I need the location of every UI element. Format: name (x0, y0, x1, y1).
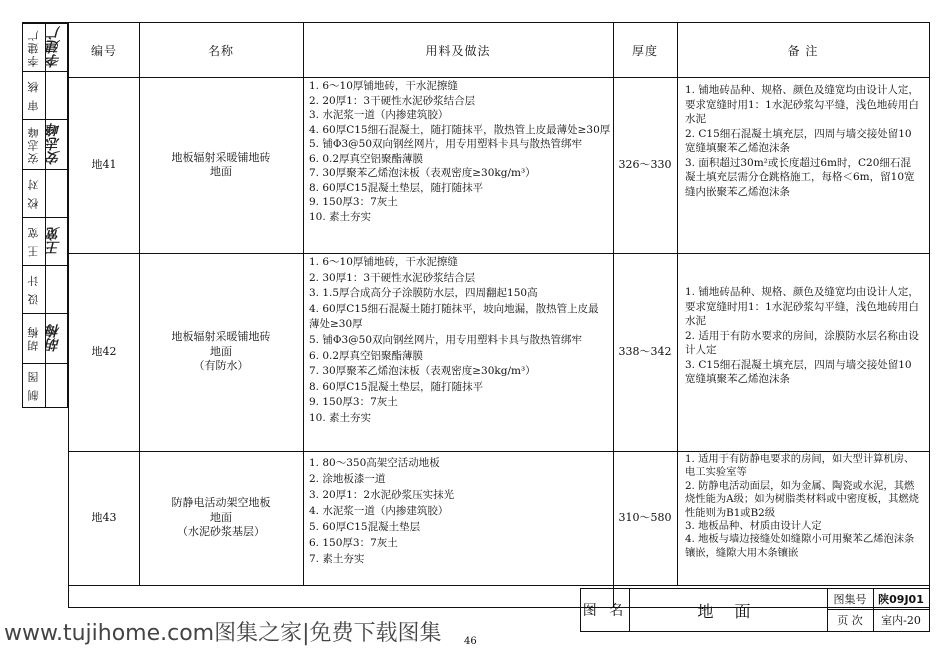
row-method (309, 79, 609, 251)
row-thickness: 310～580 (618, 510, 672, 524)
signoff-label: 李建广 (27, 28, 40, 67)
row-thickness: 326～330 (618, 157, 672, 171)
signoff-label: 设 计 (27, 273, 40, 306)
signoff-row (23, 23, 67, 71)
signature (43, 170, 65, 217)
sheet-number: 室内-20 (881, 614, 921, 627)
signature: 王宽 (46, 227, 62, 256)
row-name-line: （水泥砂浆基层） (177, 525, 265, 539)
method-step: 6. 150厚3：7灰土 (309, 537, 398, 549)
row-name-line: 地面 (210, 510, 232, 524)
signature: 安志峰 (46, 123, 62, 166)
remark-item: 3. 地板品种、材质由设计人定 (685, 520, 822, 533)
row-name-line: 防静电活动架空地板 (171, 496, 271, 510)
row-remarks (685, 83, 921, 251)
signoff-strip (22, 22, 68, 408)
signoff-label: 审 核 (27, 79, 40, 112)
remark-item: 1. 铺地砖品种、规格、颜色及缝宽均由设计人定，要求宽缝时用1：1水泥砂浆勾平缝，浅色地砖用白水泥 (685, 286, 919, 327)
signoff-label: 制 图 (27, 369, 40, 402)
signoff-row (23, 169, 67, 217)
method-step: 4. 60厚C15细石混凝土，随打随抹平，散热管上皮最薄处≥30厚 (309, 123, 611, 136)
signoff-label: 胡梅 (27, 325, 40, 352)
row-name (139, 77, 303, 253)
signoff-label: 安志峰 (27, 125, 40, 164)
signature (43, 364, 65, 407)
remark-item: 3. C15细石混凝土填充层，四周与墙交接处留10宽缝填聚苯乙烯泡沫条 (685, 358, 912, 385)
signature: 李建广 (46, 26, 62, 69)
method-step: 8. 60厚C15混凝土垫层，随打随抹平 (309, 181, 484, 194)
remark-item: 4. 地板与墙边接缝处如缝隙小可用聚苯乙烯泡沫条镶嵌，缝隙大用木条镶嵌 (685, 533, 915, 559)
method-step: 3. 20厚1：2水泥砂浆压实抹光 (309, 489, 455, 501)
atlas-number: 陕09J01 (878, 593, 924, 606)
method-step: 4. 60厚C15细石混凝土随打随抹平，坡向地漏，散热管上皮最 (309, 302, 599, 315)
method-step: 8. 60厚C15混凝土垫层，随打随抹平 (309, 380, 484, 393)
remark-item: 1. 铺地砖品种、规格、颜色及缝宽均由设计人定，要求宽缝时用1：1水泥砂浆勾平缝，浅色地砖用白水泥 (685, 84, 919, 125)
remark-item: 2. 防静电活动面层，如为金属、陶瓷或水泥，其燃烧性能为A级；如为树脂类材料或中密度板，其燃烧性能则为B1或B2级 (685, 479, 919, 519)
signoff-row (23, 71, 67, 119)
header-code: 编号 (90, 43, 117, 58)
method-step: 5. 铺Φ3@50双向钢丝网片，用专用塑料卡具与散热管绑牢 (309, 138, 583, 150)
row-method (309, 255, 609, 449)
row-code: 地43 (91, 510, 117, 524)
remark-item: 2. C15细石混凝土填充层，四周与墙交接处留10宽缝填聚苯乙烯泡沫条 (685, 127, 912, 154)
method-step: 9. 150厚3：7灰土 (309, 196, 398, 208)
remark-item: 3. 面积超过30m²或长度超过6m时，C20细石混凝土填充层需分仓跳格施工，每格＜6m，留10宽缝内嵌聚苯乙烯泡沫条 (685, 156, 915, 198)
row-name-line: 地面 (210, 165, 232, 178)
atlas-label: 图集号 (833, 593, 867, 606)
method-step: 7. 30厚聚苯乙烯泡沫板（表观密度≥30kg/m³） (309, 365, 536, 378)
signature: 胡梅 (46, 324, 62, 353)
method-step: 1. 80～350高架空活动地板 (309, 457, 440, 469)
method-step: 7. 30厚聚苯乙烯泡沫板（表观密度≥30kg/m³） (309, 167, 536, 179)
row-name (139, 253, 303, 451)
header-name: 名称 (207, 43, 234, 58)
title-label: 图 名 (582, 603, 628, 619)
method-step: 2. 20厚1：3干硬性水泥砂浆结合层 (309, 94, 476, 107)
row-code: 地41 (91, 157, 117, 171)
signoff-label: 王 宽 (27, 225, 40, 258)
signoff-row (23, 217, 67, 265)
row-method (309, 455, 609, 581)
method-step: 9. 150厚3：7灰土 (309, 396, 398, 409)
method-step: 10. 素土夯实 (309, 210, 372, 223)
signoff-row (23, 313, 67, 363)
row-name-line: （有防水） (193, 359, 249, 373)
method-step: 1. 6～10厚铺地砖，干水泥擦缝 (309, 256, 458, 268)
row-name-line: 地板辐射采暖铺地砖 (171, 150, 271, 164)
row-thickness: 338～342 (618, 344, 672, 358)
method-step: 3. 1.5厚合成高分子涂膜防水层，四周翻起150高 (309, 287, 538, 300)
page-number: 46 (464, 636, 477, 647)
header-method: 用料及做法 (425, 43, 491, 58)
method-step: 4. 水泥浆一道（内掺建筑胶） (309, 505, 449, 517)
watermark-text: www.tujihome.com图集之家|免费下载图集 (4, 621, 442, 646)
signoff-label: 校 对 (27, 177, 40, 210)
signoff-row (23, 265, 67, 313)
row-name-line: 地板辐射采暖铺地砖 (171, 330, 271, 344)
method-step: 2. 涂地板漆一道 (309, 473, 386, 485)
row-remarks (685, 453, 923, 583)
signature (43, 266, 65, 313)
method-step: 10. 素土夯实 (309, 411, 372, 424)
method-step: 6. 0.2厚真空铝聚酯薄膜 (309, 152, 424, 165)
row-remarks (685, 285, 921, 445)
header-thickness: 厚度 (631, 43, 658, 58)
header-remarks: 备 注 (787, 43, 819, 58)
method-step: 5. 60厚C15混凝土垫层 (309, 521, 421, 533)
row-name (139, 451, 303, 585)
signoff-row (23, 119, 67, 169)
method-step: 5. 铺Φ3@50双向钢丝网片，用专用塑料卡具与散热管绑牢 (309, 333, 583, 346)
row-name-line: 地面 (210, 344, 232, 358)
remark-item: 1. 适用于有防静电要求的房间，如大型计算机房、电工实验室等 (685, 453, 915, 479)
method-step: 1. 6～10厚铺地砖，干水泥擦缝 (309, 80, 458, 92)
materials-table (68, 22, 930, 608)
method-step: 2. 30厚1：3干硬性水泥砂浆结合层 (309, 271, 476, 284)
drawing-title: 地 面 (697, 601, 759, 621)
row-code: 地42 (91, 344, 117, 358)
signature (43, 72, 65, 119)
method-step: 薄处≥30厚 (309, 318, 363, 331)
page-label: 页 次 (837, 614, 863, 627)
method-step: 3. 水泥浆一道（内掺建筑胶） (309, 109, 449, 121)
remark-item: 2. 适用于有防水要求的房间，涂膜防水层名称由设计人定 (685, 329, 919, 356)
method-step: 6. 0.2厚真空铝聚酯薄膜 (309, 349, 424, 362)
title-block (580, 588, 930, 632)
signoff-row (23, 363, 67, 407)
method-step: 7. 素土夯实 (309, 553, 365, 565)
